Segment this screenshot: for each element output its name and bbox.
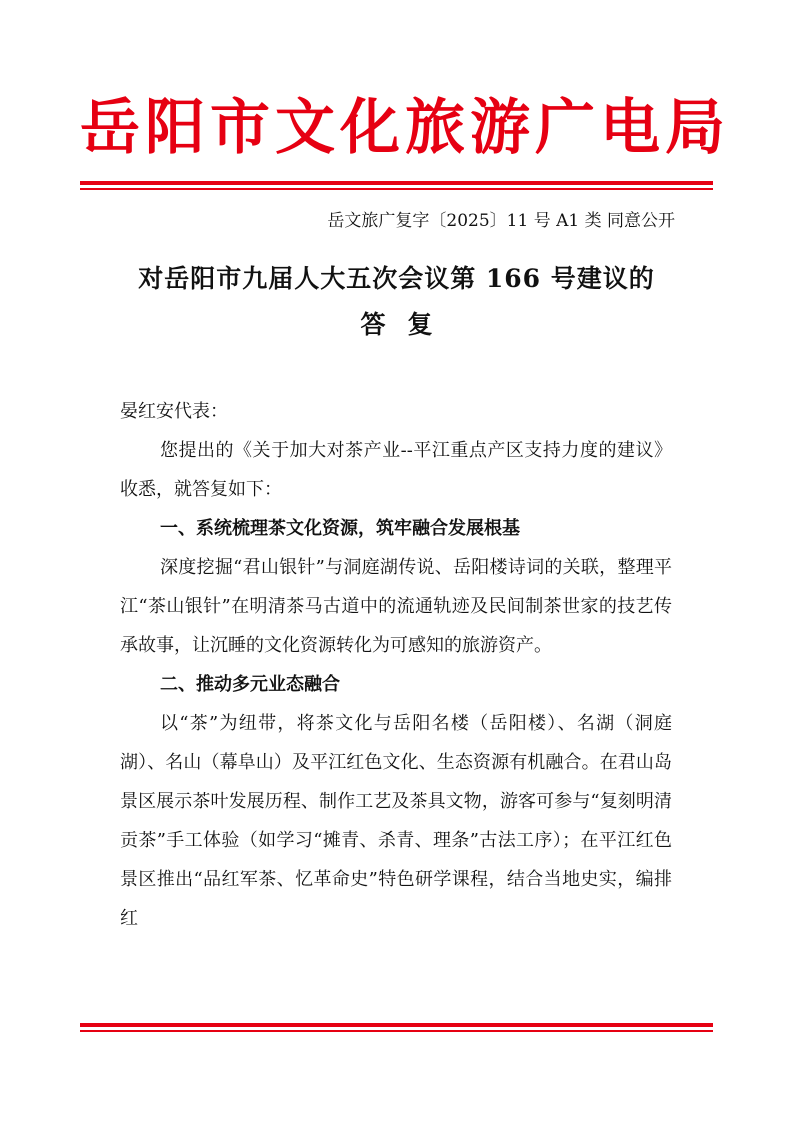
section1-heading: 一、系统梳理茶文化资源，筑牢融合发展根基 [160, 518, 520, 539]
document-title-line1: 对岳阳市九届人大五次会议第 166 号建议的 [138, 264, 655, 293]
divider-thin-line [80, 188, 713, 190]
section2-heading: 二、推动多元业态融合 [160, 674, 340, 695]
footer-divider [80, 1023, 713, 1032]
document-title-line2: 答复 [360, 310, 455, 339]
intro-paragraph: 您提出的《关于加大对茶产业--平江重点产区支持力度的建议》收悉，就答复如下： [120, 440, 672, 500]
section1-paragraph: 深度挖掘“君山银针”与洞庭湖传说、岳阳楼诗词的关联，整理平江“茶山银针”在明清茶马古道中的流通轨迹及民间制茶世家的技艺传承故事，让沉睡的文化资源转化为可感知的旅游资产。 [120, 557, 672, 656]
document-body [120, 392, 672, 938]
section2-paragraph: 以“茶”为纽带，将茶文化与岳阳名楼（岳阳楼）、名湖（洞庭湖）、名山（幕阜山）及平江红色文化、生态资源有机融合。在君山岛景区展示茶叶发展历程、制作工艺及茶具文物，游客可参与“复刻明清贡茶”手工体验（如学习“摊青、杀青、理条”古法工序）；在平江红色景区推出“品红军茶、忆革命史”特色研学课程，结合当地史实，编排红 [120, 713, 672, 929]
agency-letterhead-title: 岳阳市文化旅游广电局 [80, 93, 730, 163]
footer-divider-thin-line [80, 1030, 713, 1032]
salutation: 晏红安代表： [120, 401, 228, 422]
letterhead-divider [80, 181, 713, 190]
document-title [80, 256, 713, 348]
document-number: 岳文旅广复字〔2025〕11 号 A1 类 同意公开 [327, 211, 675, 231]
